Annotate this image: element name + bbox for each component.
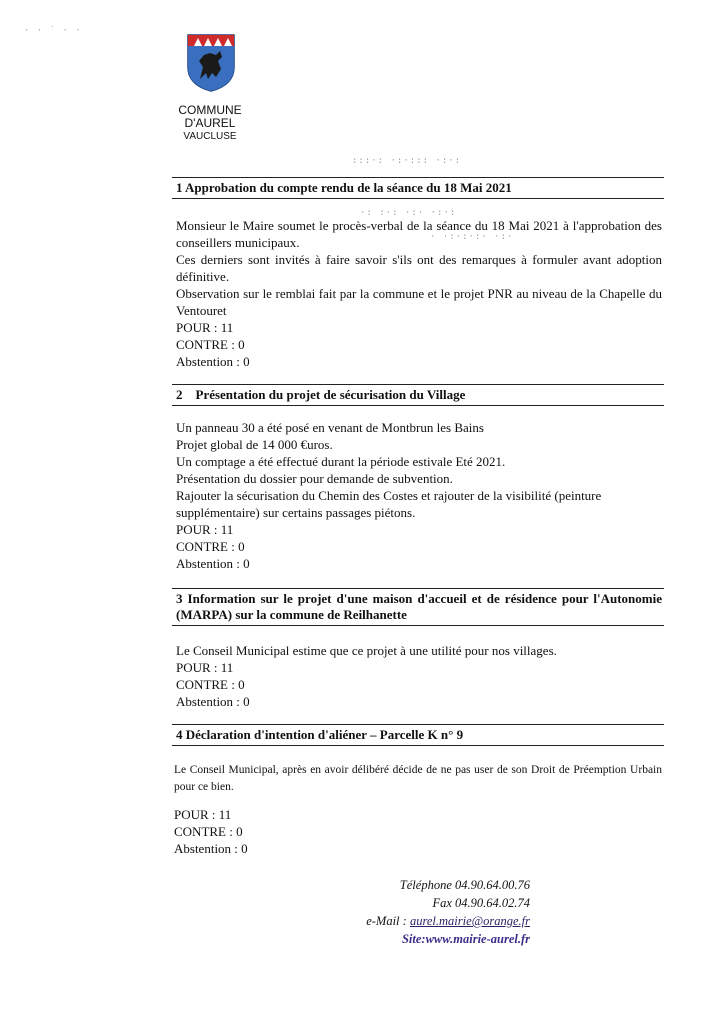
paragraph: Le Conseil Municipal, après en avoir délibéré décide de ne pas user de son Droit de Préemption Urbain pour ce bien. — [174, 764, 662, 793]
paragraph: Un panneau 30 a été posé en venant de Montbrun les Bains — [176, 420, 484, 435]
paragraph: Monsieur le Maire soumet le procès-verbal de la séance du 18 Mai 2021 à l'approbation des conseillers municipaux. — [176, 218, 662, 250]
section-3-header — [172, 588, 664, 626]
contact-footer — [300, 876, 530, 948]
section-2-header — [172, 384, 664, 406]
paragraph: Le Conseil Municipal estime que ce projet à une utilité pour nos villages. — [176, 643, 557, 658]
paragraph: Un comptage a été effectué durant la période estivale Eté 2021. — [176, 454, 506, 469]
paragraph: Rajouter la sécurisation du Chemin des Costes et rajouter de la visibilité (peinture supplémentaire) sur certains passages piétons. — [176, 488, 602, 520]
vote-contre: CONTRE : 0 — [176, 337, 245, 352]
website-link[interactable]: Site:www.mairie-aurel.fr — [401, 932, 530, 946]
email-line — [300, 912, 530, 930]
section-title: 1 Approbation du compte rendu de la séance du 18 Mai 2021 — [176, 180, 512, 195]
vote-pour: POUR : 11 — [176, 522, 234, 537]
vote-contre: CONTRE : 0 — [174, 824, 243, 839]
vote-pour: POUR : 11 — [176, 320, 234, 335]
vote-abstention: Abstention : 0 — [174, 841, 248, 856]
divider — [172, 198, 664, 199]
commune-label: COMMUNE — [178, 103, 242, 117]
section-title: 2 Présentation du projet de sécurisation du Village — [176, 387, 466, 402]
fax: Fax 04.90.64.02.74 — [432, 896, 530, 910]
coat-of-arms-icon — [186, 33, 236, 93]
email-label: e-Mail : — [366, 914, 410, 928]
department-name: VAUCLUSE — [183, 131, 237, 142]
paragraph: Observation sur le remblai fait par la commune et le projet PNR au niveau de la Chapelle du Ventouret — [176, 286, 662, 318]
divider — [172, 745, 664, 746]
vote-abstention: Abstention : 0 — [176, 694, 250, 709]
paragraph: Projet global de 14 000 €uros. — [176, 437, 333, 452]
vote-contre: CONTRE : 0 — [176, 539, 245, 554]
paragraph: Présentation du dossier pour demande de subvention. — [176, 471, 453, 486]
commune-header — [170, 104, 250, 143]
section-title: 3 Information sur le projet d'une maison d'accueil et de résidence pour l'Autonomie (MARPA) sur la commune de Reilhanette — [176, 591, 662, 622]
vote-pour: POUR : 11 — [174, 807, 232, 822]
paragraph: Ces derniers sont invités à faire savoir s'ils ont des remarques à formuler avant adoption définitive. — [176, 252, 662, 284]
telephone: Téléphone 04.90.64.00.76 — [399, 878, 530, 892]
stamp-dots: ·: :·: ·:· ·:·: — [360, 208, 457, 218]
section-4-body — [174, 762, 662, 796]
vote-contre: CONTRE : 0 — [176, 677, 245, 692]
vote-abstention: Abstention : 0 — [176, 556, 250, 571]
commune-name: D'AUREL — [184, 116, 236, 130]
vote-pour: POUR : 11 — [176, 660, 234, 675]
section-1-body — [176, 217, 662, 370]
email-link[interactable]: aurel.mairie@orange.fr — [409, 914, 530, 928]
section-4-vote — [174, 806, 660, 857]
section-1-header — [172, 177, 664, 199]
section-3-body — [176, 642, 662, 710]
vote-abstention: Abstention : 0 — [176, 354, 250, 369]
scan-dots: · · ˙ · · — [24, 26, 82, 36]
section-4-header — [172, 724, 664, 746]
divider — [172, 405, 664, 406]
section-2-body — [176, 419, 662, 572]
stamp-dots: · ·:·:·:· ·:· — [430, 232, 514, 242]
section-title: 4 Déclaration d'intention d'aliéner – Parcelle K n° 9 — [176, 727, 464, 742]
stamp-dots: :::·: ·:·::: ·:·: — [352, 156, 462, 166]
divider — [172, 625, 664, 626]
